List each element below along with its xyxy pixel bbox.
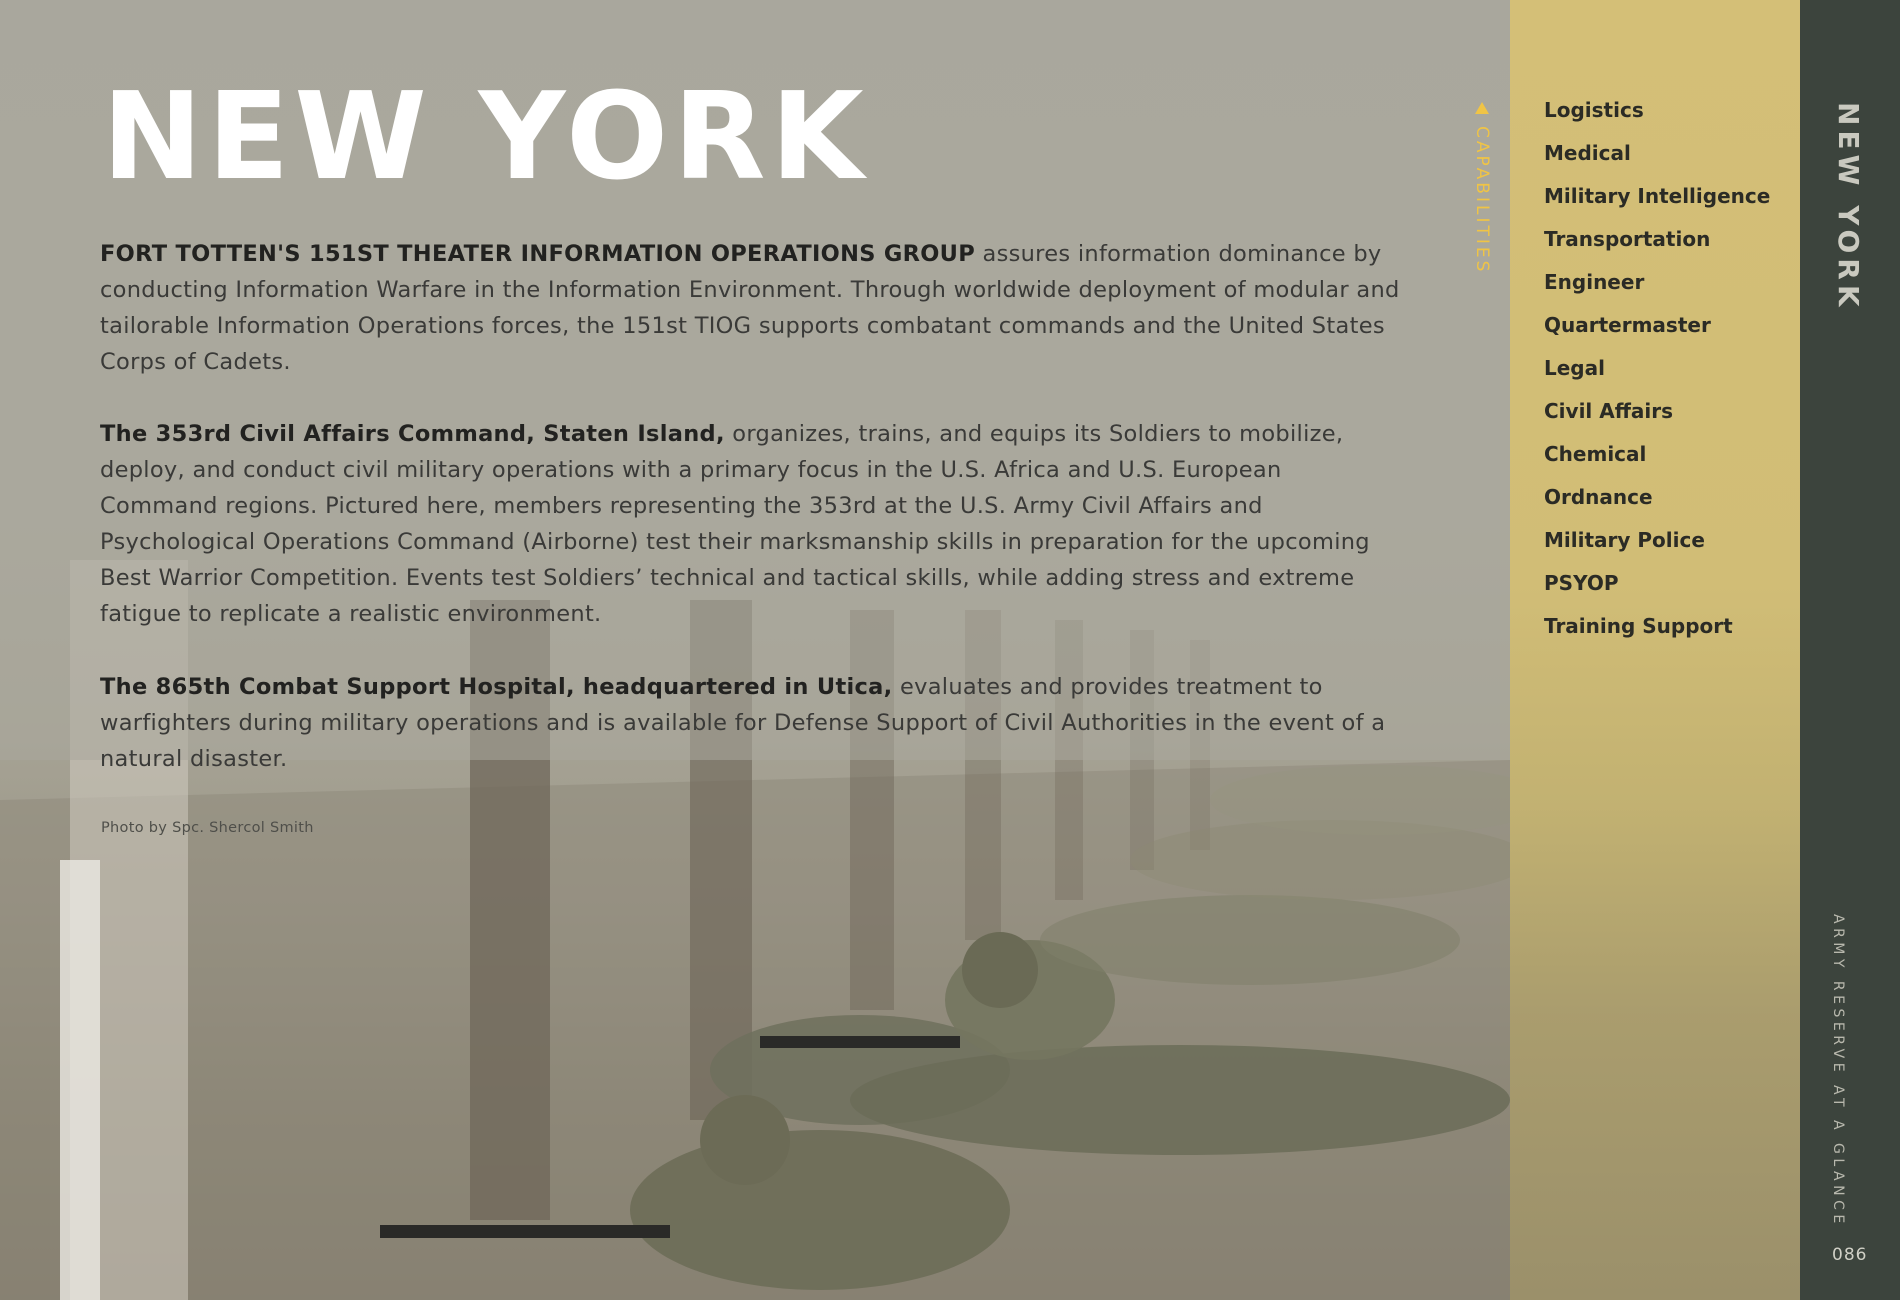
- capabilities-list: [1544, 97, 1770, 656]
- paragraph-body: organizes, trains, and equips its Soldiers to mobilize, deploy, and conduct civil military operations with a primary focus in the U.S. Africa and U.S. European Command regions. Pictured here, members representing the 353rd at the U.S. Army Civil Affairs and Psychological Operations Command (Airborne) test their marksmanship skills in preparation for the upcoming Best Warrior Competition. Events test Soldiers’ technical and tactical skills, while adding stress and extreme fatigue to replicate a realistic environment.: [100, 421, 1370, 627]
- capability-item: Logistics: [1544, 98, 1644, 122]
- paragraph-lead: The 865th Combat Support Hospital, headquartered in Utica,: [100, 674, 893, 700]
- capability-item: Military Police: [1544, 528, 1705, 552]
- capability-item: Civil Affairs: [1544, 399, 1674, 423]
- capability-item: Transportation: [1544, 227, 1711, 251]
- paragraph-353rd-civil-affairs: [100, 416, 1400, 632]
- capability-item: Legal: [1544, 356, 1605, 380]
- paragraph-lead: FORT TOTTEN'S 151ST THEATER INFORMATION OPERATIONS GROUP: [100, 241, 976, 267]
- capability-item: Engineer: [1544, 270, 1645, 294]
- capabilities-panel: [1510, 0, 1800, 1300]
- capability-item: Ordnance: [1544, 485, 1653, 509]
- sidebar-book-title: ARMY RESERVE AT A GLANCE: [1830, 914, 1846, 1228]
- capability-item: Quartermaster: [1544, 313, 1711, 337]
- photo-credit: Photo by Spc. Shercol Smith: [101, 820, 314, 836]
- capability-item: Chemical: [1544, 442, 1647, 466]
- paragraph-body: assures information dominance by conducting Information Warfare in the Information Environment. Through worldwide deployment of modular and tailorable Information Operations forces, the 151st TIOG supports combatant commands and the United States Corps of Cadets.: [100, 241, 1400, 375]
- triangle-up-icon: [1475, 102, 1489, 114]
- capabilities-label: [1470, 102, 1494, 274]
- capability-item: PSYOP: [1544, 571, 1619, 595]
- capability-item: Medical: [1544, 141, 1631, 165]
- capability-item: Training Support: [1544, 614, 1733, 638]
- capability-item: Military Intelligence: [1544, 184, 1771, 208]
- paragraph-151st-tiog: [100, 236, 1400, 380]
- paragraph-body: evaluates and provides treatment to warfighters during military operations and is available for Defense Support of Civil Authorities in the event of a natural disaster.: [100, 674, 1386, 772]
- paragraph-lead: The 353rd Civil Affairs Command, Staten Island,: [100, 421, 725, 447]
- capabilities-label-text: CAPABILITIES: [1472, 126, 1492, 275]
- sidebar-state-title: NEW YORK: [1832, 102, 1865, 312]
- page-number: 086: [1832, 1245, 1868, 1265]
- paragraph-865th-csh: [100, 669, 1400, 777]
- page-title: NEW YORK: [102, 68, 869, 207]
